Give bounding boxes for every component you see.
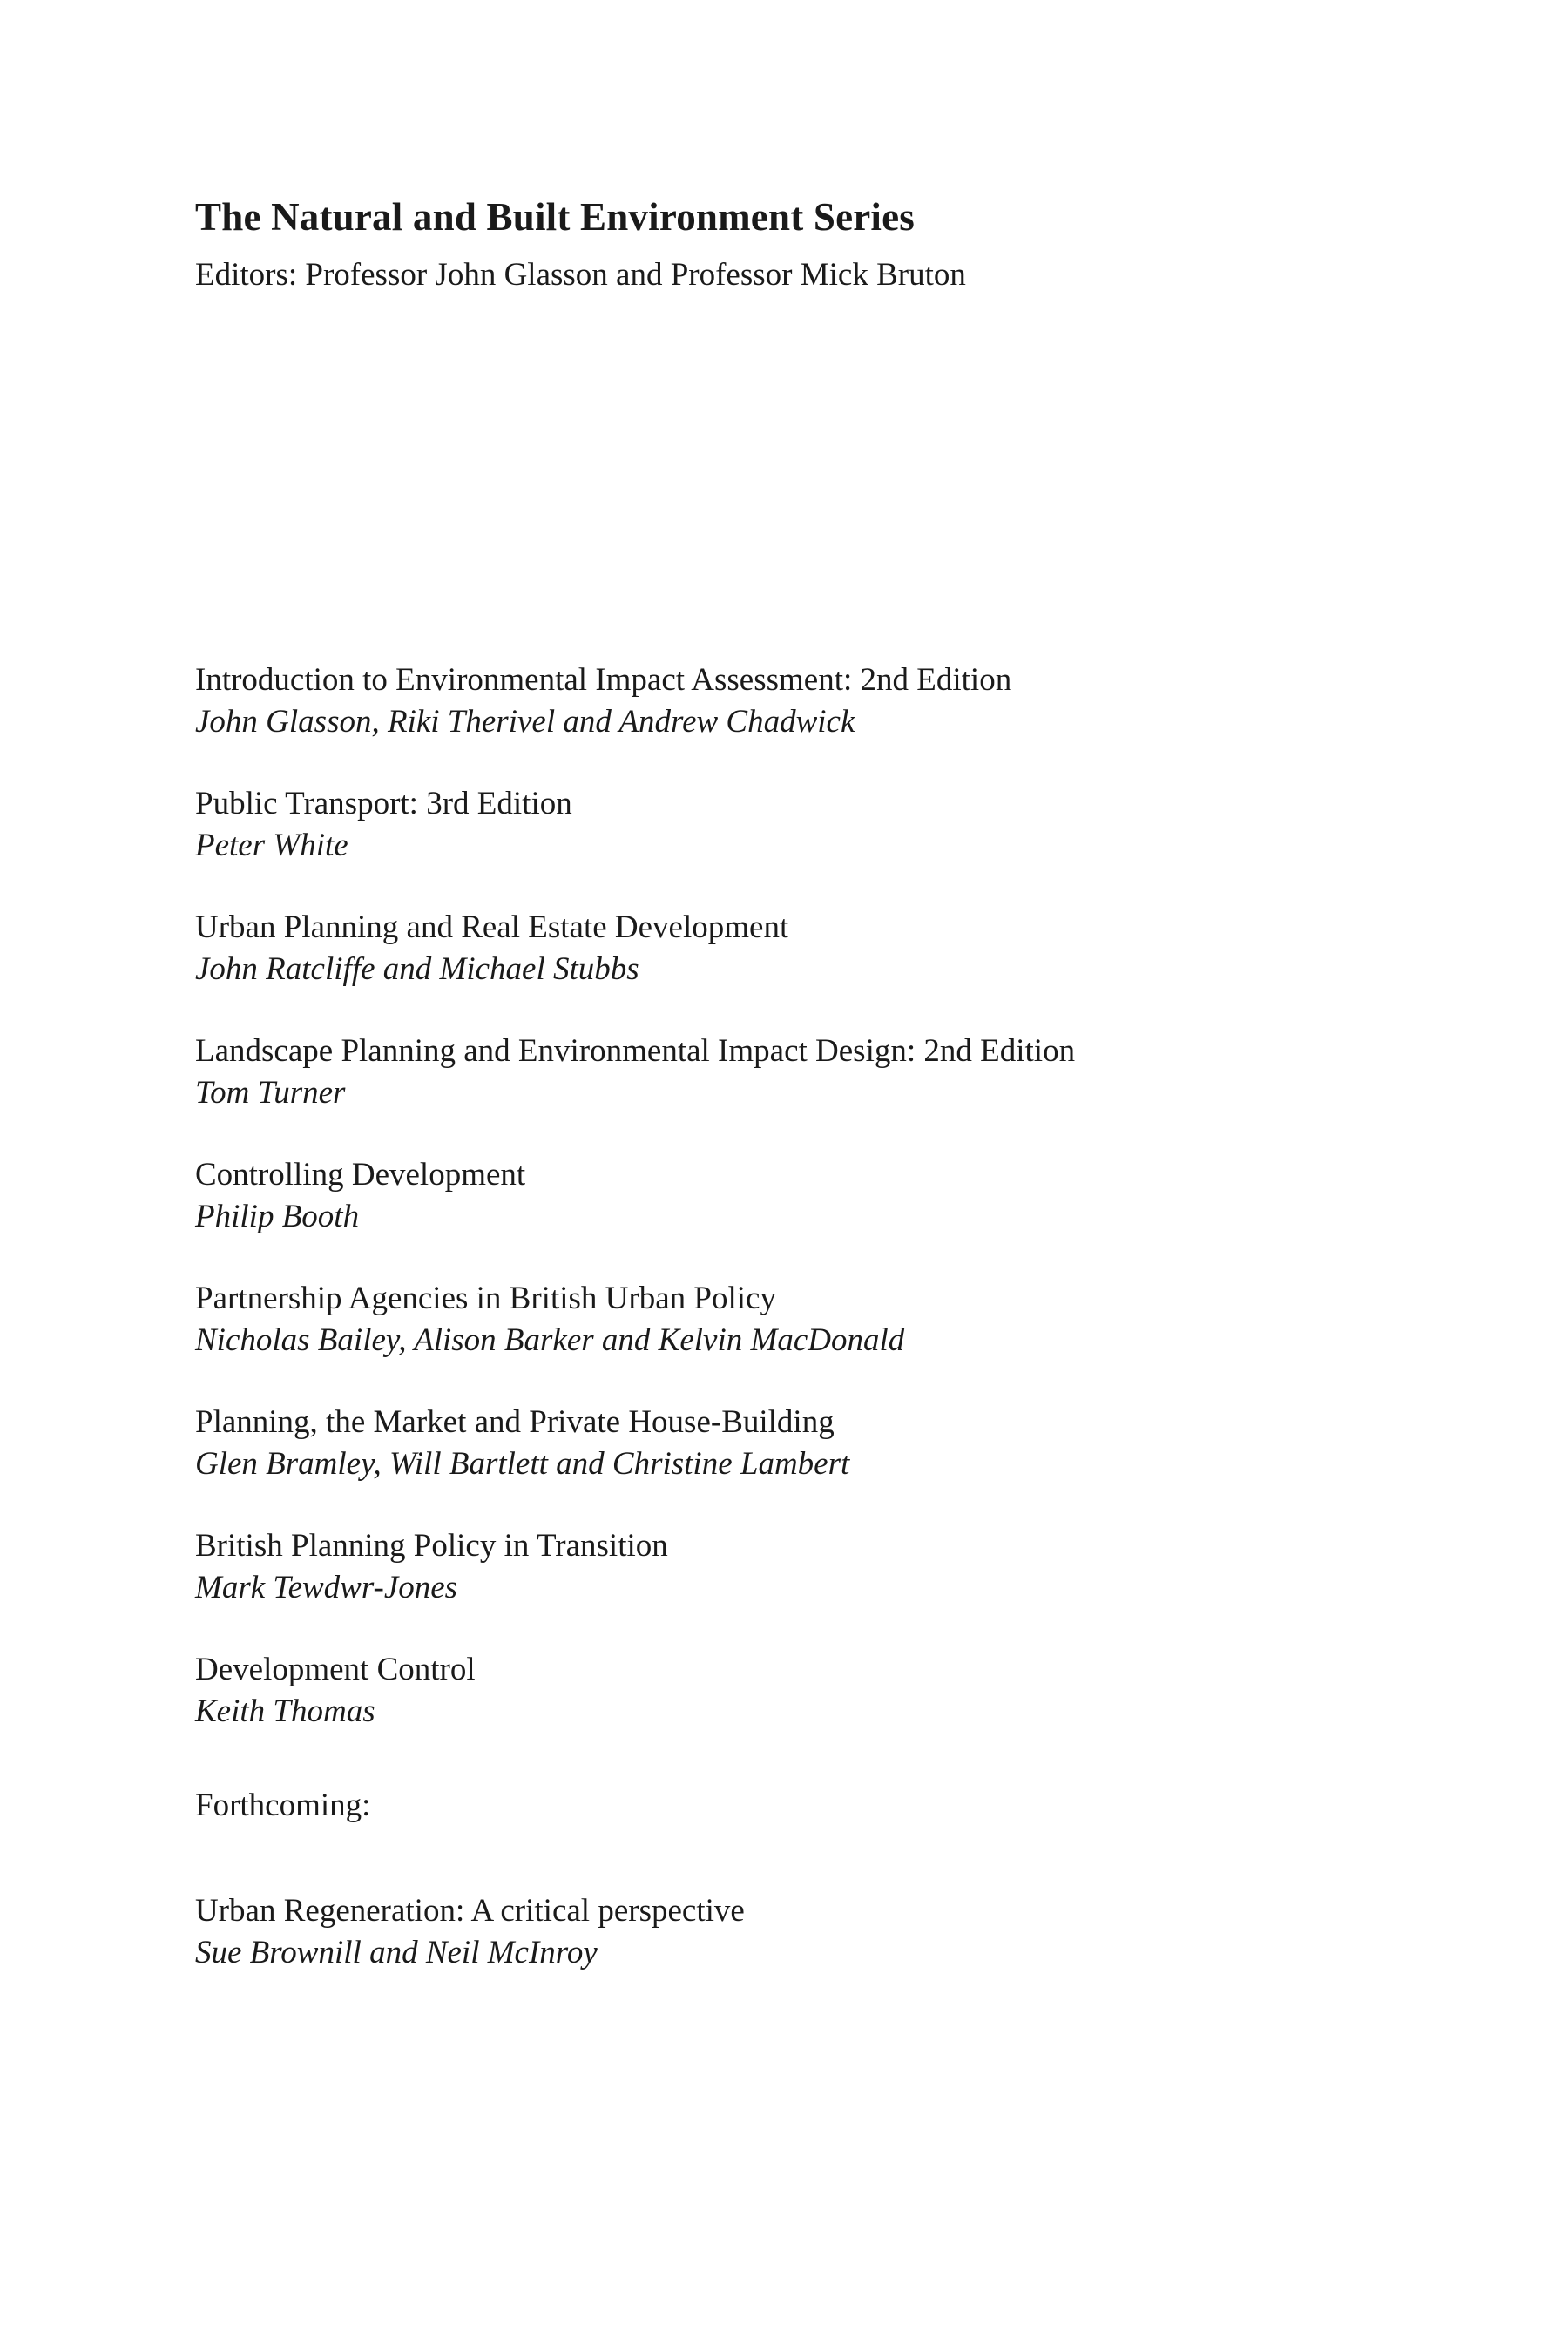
book-authors: Tom Turner bbox=[195, 1075, 346, 1111]
book-authors: Glen Bramley, Will Bartlett and Christine Lambert bbox=[195, 1446, 850, 1482]
book-entry bbox=[195, 1031, 1415, 1114]
book-entry bbox=[195, 1402, 1415, 1485]
book-authors: Nicholas Bailey, Alison Barker and Kelvin MacDonald bbox=[195, 1322, 905, 1358]
book-authors: Sue Brownill and Neil McInroy bbox=[195, 1935, 598, 1970]
series-title: The Natural and Built Environment Series bbox=[195, 195, 915, 239]
book-title: Development Control bbox=[195, 1652, 476, 1687]
book-entry bbox=[195, 1154, 1415, 1238]
book-title: Introduction to Environmental Impact Assessment: 2nd Edition bbox=[195, 662, 1012, 698]
forthcoming-list bbox=[195, 1890, 1415, 2014]
book-authors: Mark Tewdwr-Jones bbox=[195, 1570, 458, 1605]
book-title: Urban Regeneration: A critical perspective bbox=[195, 1893, 745, 1929]
book-entry bbox=[195, 783, 1415, 867]
book-title: Planning, the Market and Private House-Building bbox=[195, 1404, 835, 1440]
forthcoming-heading: Forthcoming: bbox=[195, 1788, 371, 1823]
book-title: Urban Planning and Real Estate Development bbox=[195, 909, 789, 945]
book-entry bbox=[195, 1649, 1415, 1733]
forthcoming-book-entry bbox=[195, 1890, 1415, 1974]
book-entry bbox=[195, 1278, 1415, 1362]
book-title: Controlling Development bbox=[195, 1157, 526, 1193]
book-authors: John Ratcliffe and Michael Stubbs bbox=[195, 951, 639, 987]
book-entry bbox=[195, 659, 1415, 743]
book-title: Partnership Agencies in British Urban Policy bbox=[195, 1281, 776, 1316]
series-editors: Editors: Professor John Glasson and Professor Mick Bruton bbox=[195, 257, 966, 293]
book-authors: Peter White bbox=[195, 828, 348, 863]
book-authors: John Glasson, Riki Therivel and Andrew Chadwick bbox=[195, 704, 855, 740]
book-title: British Planning Policy in Transition bbox=[195, 1528, 668, 1564]
book-entry bbox=[195, 1525, 1415, 1609]
book-authors: Philip Booth bbox=[195, 1199, 360, 1234]
book-authors: Keith Thomas bbox=[195, 1693, 375, 1729]
book-list bbox=[195, 659, 1415, 1773]
book-title: Public Transport: 3rd Edition bbox=[195, 786, 572, 821]
book-entry bbox=[195, 907, 1415, 990]
book-title: Landscape Planning and Environmental Impact Design: 2nd Edition bbox=[195, 1033, 1076, 1069]
